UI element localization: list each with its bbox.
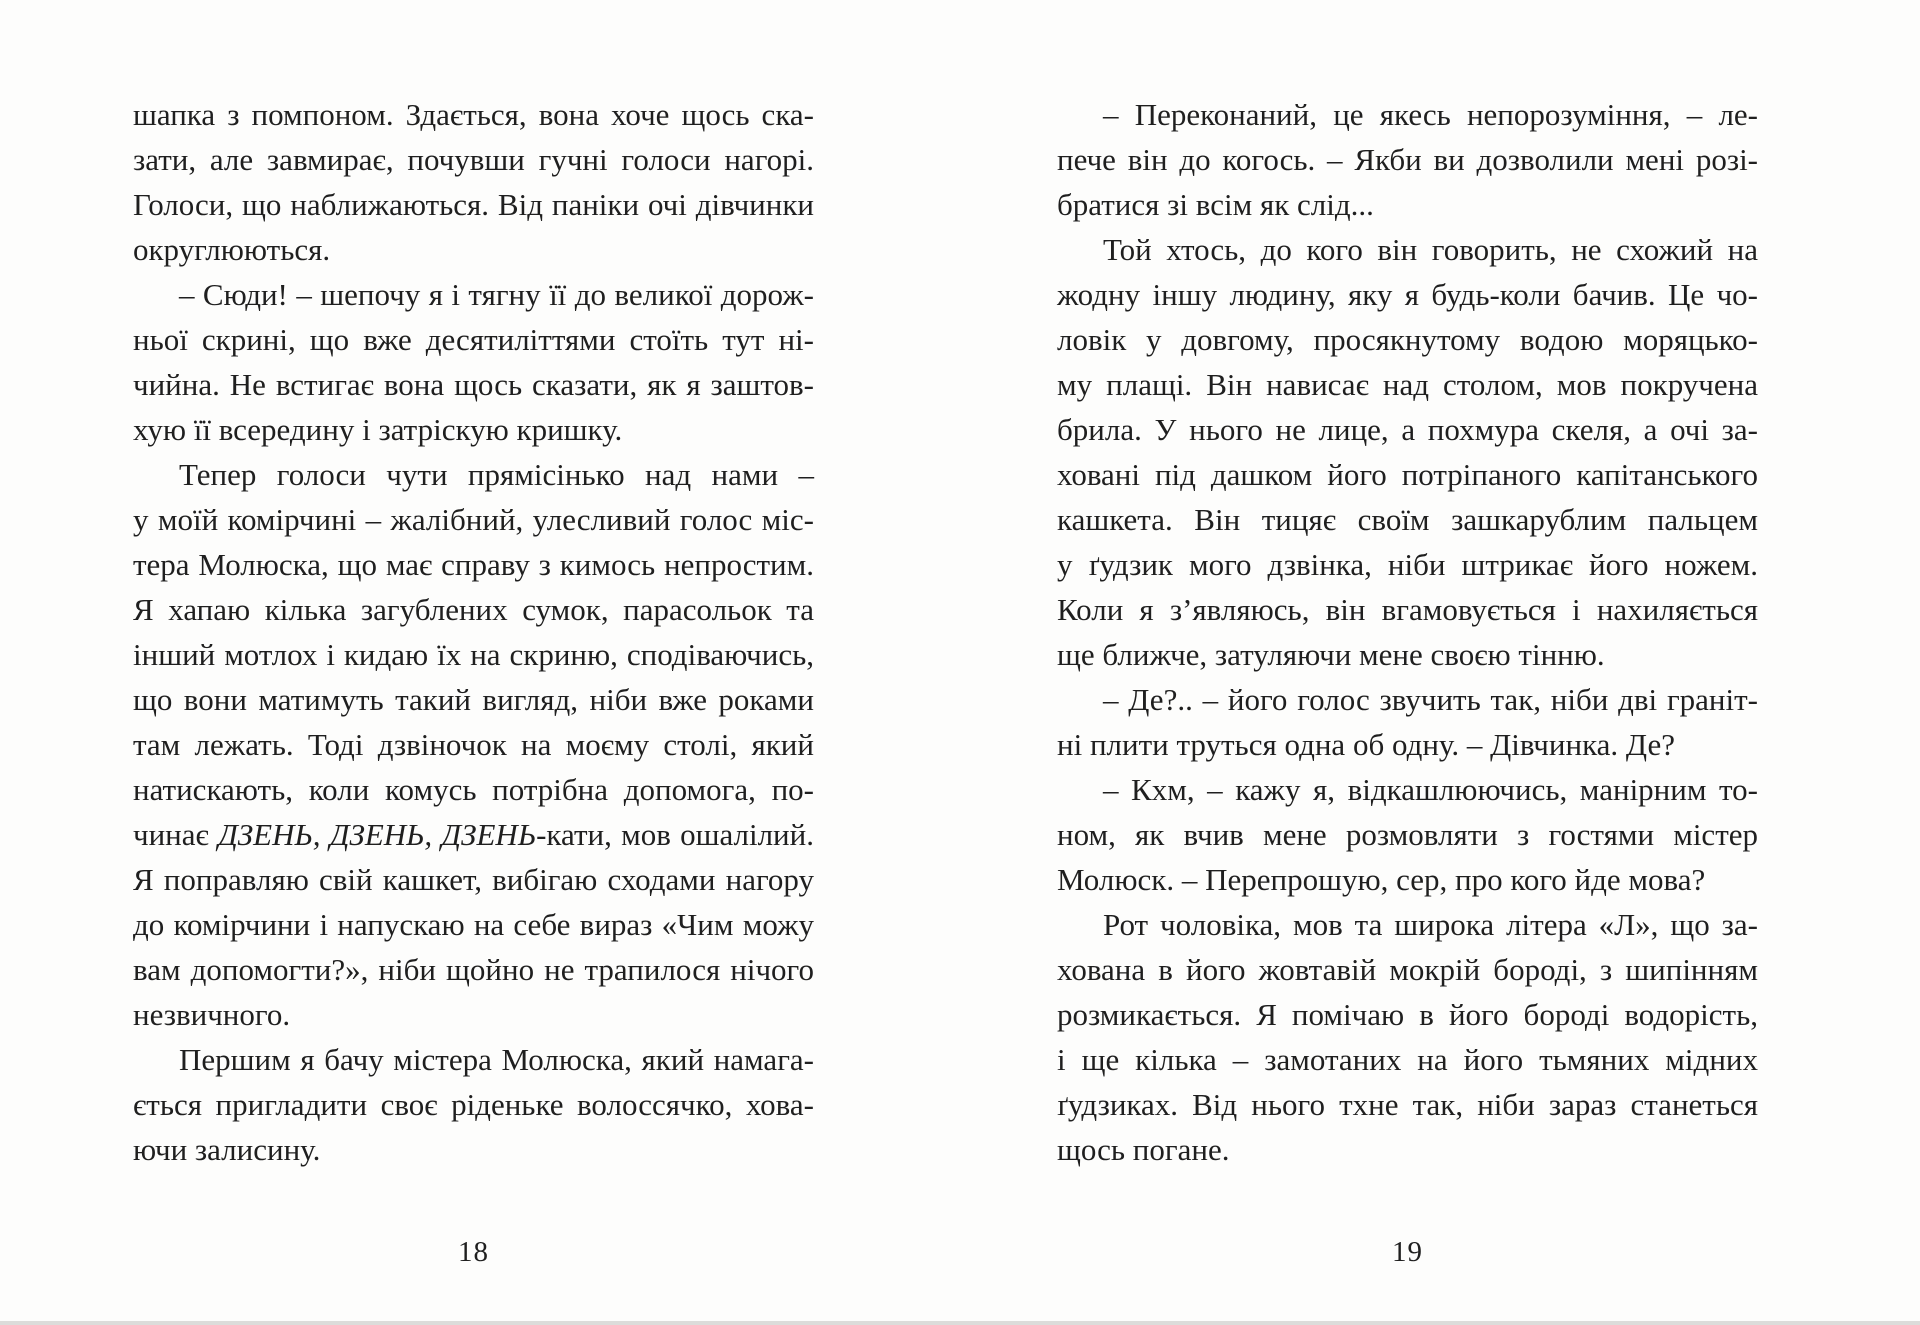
- text-line: незвичного.: [133, 997, 291, 1032]
- text-line: чийна. Не встигає вона щось сказати, як я заштов-: [133, 367, 814, 402]
- text-line: Я поправляю свій кашкет, вибігаю сходами нагору: [133, 862, 814, 897]
- text-line: зати, але завмирає, почувши гучні голоси нагорі.: [133, 142, 814, 177]
- text-line: Першим я бачу містера Молюска, який намага-: [179, 1042, 814, 1077]
- text-line: – Кхм, – кажу я, відкашлюючись, манірним то-: [1103, 772, 1758, 807]
- emphasized-text: ДЗЕНЬ, ДЗЕНЬ, ДЗЕНЬ: [218, 817, 537, 852]
- text-line: округлюються.: [133, 232, 331, 267]
- text-line: інший мотлох і кидаю їх на скриню, сподіваючись,: [133, 637, 814, 672]
- text-line: ється пригладити своє ріденьке волоссячко, хова-: [133, 1087, 814, 1122]
- text-line: брила. У нього не лице, а похмура скеля, а очі за-: [1057, 412, 1758, 447]
- text-line: ньої скрині, що вже десятиліттями стоїть тут ні-: [133, 322, 814, 357]
- text-line: що вони матимуть такий вигляд, ніби вже роками: [133, 682, 814, 717]
- text-line: тера Молюска, що має справу з кимось непростим.: [133, 547, 814, 582]
- text-line: ні плити труться одна об одну. – Дівчинка. Де?: [1057, 727, 1675, 762]
- text-line: – Сюди! – шепочу я і тягну її до великої дорож-: [179, 277, 814, 312]
- text-line: – Переконаний, це якесь непорозуміння, – ле-: [1103, 97, 1758, 132]
- text-line: і ще кілька – замотаних на його тьмяних мідних: [1057, 1042, 1758, 1077]
- text-line: натискають, коли комусь потрібна допомога, по-: [133, 772, 814, 807]
- text-line: Рот чоловіка, мов та широка літера «Л», що за-: [1103, 907, 1758, 942]
- text-line: ховані під дашком його потріпаного капітанського: [1057, 457, 1758, 492]
- scan-bottom-edge: [0, 1321, 1920, 1325]
- text-line: пече він до когось. – Якби ви дозволили мені розі-: [1057, 142, 1758, 177]
- text-line: хована в його жовтавій мокрій бороді, з шипінням: [1057, 952, 1758, 987]
- text-line: до комірчини і напускаю на себе вираз «Чим можу: [133, 907, 814, 942]
- text-line: щось погане.: [1057, 1132, 1230, 1167]
- text-line: братися зі всім як слід...: [1057, 187, 1374, 222]
- page-number-right: 19: [1392, 1236, 1423, 1268]
- page-right: [1057, 92, 1758, 1275]
- page-number-left: 18: [458, 1236, 489, 1268]
- text-line: там лежать. Тоді дзвіночок на моєму столі, який: [133, 727, 814, 762]
- text-line: у ґудзик мого дзвінка, ніби штрикає його ножем.: [1057, 547, 1758, 582]
- text-line: ном, як вчив мене розмовляти з гостями містер: [1057, 817, 1758, 852]
- text-line: Той хтось, до кого він говорить, не схожий на: [1103, 232, 1758, 267]
- text-line: жодну іншу людину, яку я будь-коли бачив. Це чо-: [1057, 277, 1758, 312]
- page-right-text: [1057, 92, 1758, 1172]
- text-line: – Де?.. – його голос звучить так, ніби дві граніт-: [1103, 682, 1758, 717]
- text-line: Коли я з’являюсь, він вгамовується і нахиляється: [1057, 592, 1758, 627]
- text-line: Голоси, що наближаються. Від паніки очі дівчинки: [133, 187, 814, 222]
- text-line: Тепер голоси чути прямісінько над нами –: [179, 457, 814, 492]
- text-line: ловік у довгому, просякнутому водою моряцько-: [1057, 322, 1758, 357]
- text-line: Молюск. – Перепрошую, сер, про кого йде мова?: [1057, 862, 1706, 897]
- text-line: му плащі. Він нависає над столом, мов покручена: [1057, 367, 1758, 402]
- text-line: кашкета. Він тицяє своїм зашкарублим пальцем: [1057, 502, 1758, 537]
- text-line: вам допомогти?», ніби щойно не трапилося нічого: [133, 952, 814, 987]
- text-line: розмикається. Я помічаю в його бороді водорість,: [1057, 997, 1758, 1032]
- text-line: у моїй комірчині – жалібний, улесливий голос міс-: [133, 502, 814, 537]
- text-line: ґудзиках. Від нього тхне так, ніби зараз станеться: [1057, 1087, 1758, 1122]
- text-line: чинає ДЗЕНЬ, ДЗЕНЬ, ДЗЕНЬ-кати, мов ошалілий.: [133, 817, 814, 852]
- page-left: [133, 92, 814, 1275]
- text-line: шапка з помпоном. Здається, вона хоче щось ска-: [133, 97, 814, 132]
- page-left-text: [133, 92, 814, 1172]
- text-line: ючи залисину.: [133, 1132, 321, 1167]
- text-line: Я хапаю кілька загублених сумок, парасольок та: [133, 592, 814, 627]
- text-line: ще ближче, затуляючи мене своєю тінню.: [1057, 637, 1605, 672]
- text-line: хую її всередину і затріскую кришку.: [133, 412, 623, 447]
